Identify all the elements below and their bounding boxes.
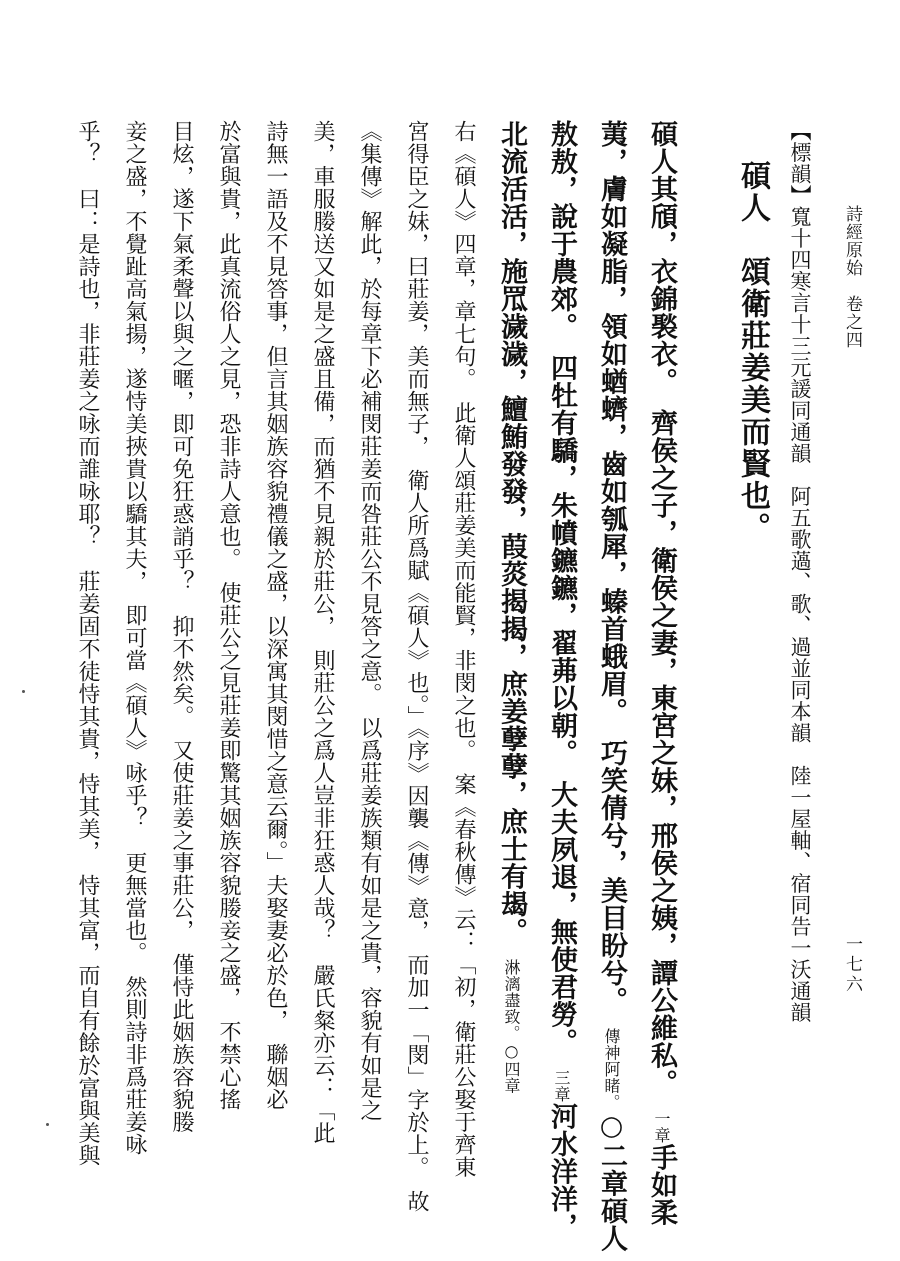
running-head: 詩經原始 卷之四 (842, 205, 862, 349)
stanza-text: 河水洋洋， (546, 1102, 577, 1240)
stanza-text: 手如柔 (646, 1143, 677, 1226)
stanza-column (546, 120, 577, 1240)
poem-subtitle: 頌衛莊姜美而賢也。 (735, 256, 770, 544)
commentary-column: 右《碩人》四章，章七句。 此衛人頌莊姜美而能賢，非閔之也。 案《春秋傳》云：「初，衛莊公娶于齊東 (451, 120, 476, 1178)
commentary-column: 宮得臣之妹，曰莊姜，美而無子， 衛人所爲賦《碩人》也。」《序》因襲《傳》意， 而加一「閔」字於上。 故 (404, 120, 429, 1213)
stanza-note: 三章 (552, 1069, 571, 1103)
rhyme-note-column: 【標韻】寬十四寒言十三元諼同通韻 阿五歌薖、歌、過並同本韻 陸一屋軸、宿同告一沃通韻 (788, 120, 812, 1023)
commentary-column: 《集傳》解此，於每章下必補閔莊姜而咎莊公不見答之意。 以爲莊姜族類有如是之貴，容貌有如是之 (357, 120, 382, 1122)
poem-title-column (735, 160, 770, 560)
stanza-text: 碩人其頎，衣錦褧衣。 齊侯之子，衛侯之妻，東宮之妹，邢侯之姨，譚公維私。 (646, 120, 677, 1111)
commentary-column: 詩無一語及不見答事，但言其姻族容貌禮儀之盛，以深寓其閔惜之意云爾。」夫娶妻必於色， 聯姻必 (263, 120, 288, 1111)
stanza-column (498, 120, 525, 1150)
commentary-column: 乎？ 曰：是詩也，非莊姜之咏而誰咏耶？ 莊姜固不徒恃其貴，恃其美， 恃其富，而自有餘於富與美與 (75, 120, 100, 1167)
commentary-column: 美，車服媵送又如是之盛且備，而猶不見親於莊公， 則莊公之爲人豈非狂惑人哉？ 嚴氏粲亦云：「此 (310, 120, 335, 1144)
stanza-note: 一章 (652, 1110, 671, 1144)
stanza-column (646, 120, 677, 1226)
poem-title: 碩人 (735, 160, 770, 224)
stanza-column (596, 120, 627, 1252)
stanza-text: 荑，膚如凝脂，領如蝤蠐，齒如瓠犀，螓首蛾眉。 巧笑倩兮，美目盼兮。 (596, 120, 627, 1028)
page-number: 一七六 (842, 935, 862, 995)
scan-speck (22, 690, 25, 693)
scan-speck (46, 1123, 49, 1126)
stanza-note: 傳神阿睹。 (602, 1028, 621, 1111)
stanza-note: 淋漓盡致。○四章 (502, 959, 521, 1094)
commentary-column: 於富與貴，此真流俗人之見，恐非詩人意也。 使莊公之見莊姜即驚其姻族容貌媵妾之盛， 不禁心搖 (216, 120, 241, 1111)
stanza-text: 北流活活，施罛濊濊，鱣鮪發發，葭菼揭揭，庶姜孽孽，庶士有朅。 (496, 120, 527, 959)
commentary-column: 目炫，遂下氣柔聲以與之暱，即可免狂惑誚乎？ 抑不然矣。 又使莊姜之事莊公， 僅恃此姻族容貌媵 (169, 120, 194, 1133)
stanza-text: 敖敖，說于農郊。 四牡有驕，朱幩鑣鑣，翟茀以朝。 大夫夙退，無使君勞。 (546, 120, 577, 1070)
stanza-text: 碩人 (596, 1197, 627, 1252)
stanza-text: ○二章 (596, 1110, 627, 1197)
commentary-column: 妾之盛，不覺趾高氣揚，遂恃美挾貴以驕其夫， 即可當《碩人》咏乎？ 更無當也。 然則詩非爲莊姜咏 (122, 120, 147, 1156)
